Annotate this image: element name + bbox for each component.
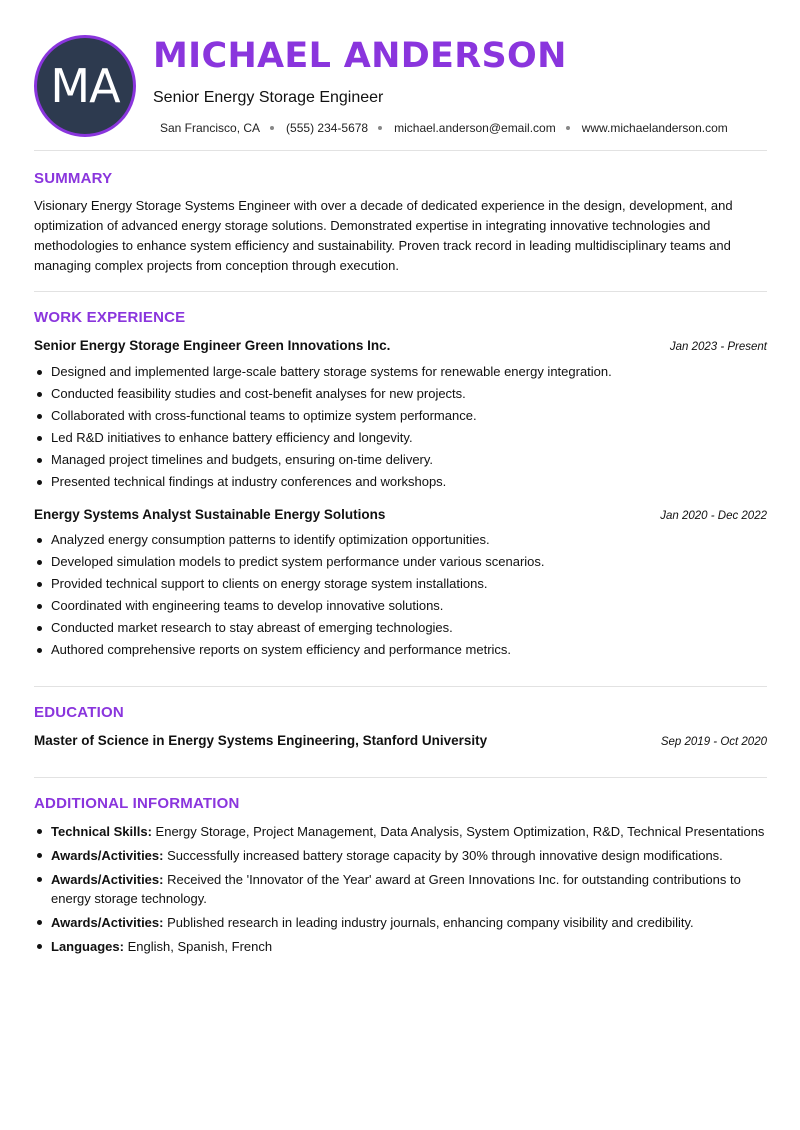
list-item xyxy=(34,937,767,956)
experience-heading: WORK EXPERIENCE xyxy=(34,309,186,326)
education-entry xyxy=(34,733,767,748)
list-item xyxy=(34,913,767,932)
job-date: Jan 2020 - Dec 2022 xyxy=(660,510,767,522)
item-text: English, Spanish, French xyxy=(127,939,273,954)
list-item: Designed and implemented large-scale battery storage systems for renewable energy integration. xyxy=(34,361,767,383)
item-text: Energy Storage, Project Management, Data Analysis, System Optimization, R&D, Technical Presentations xyxy=(155,824,765,839)
contact-phone: (555) 234-5678 xyxy=(286,121,369,135)
list-item xyxy=(34,870,767,908)
list-item: Led R&D initiatives to enhance battery efficiency and longevity. xyxy=(34,427,767,449)
list-item xyxy=(34,822,767,841)
additional-heading: ADDITIONAL INFORMATION xyxy=(34,795,240,812)
separator-dot-icon xyxy=(270,126,274,130)
list-item: Presented technical findings at industry conferences and workshops. xyxy=(34,471,767,493)
job-bullets xyxy=(34,529,767,661)
job-role: Energy Systems Analyst Sustainable Energy Solutions xyxy=(34,507,386,522)
list-item: Conducted feasibility studies and cost-benefit analyses for new projects. xyxy=(34,383,767,405)
item-label: Languages: xyxy=(51,939,124,954)
divider xyxy=(34,686,767,687)
summary-heading: SUMMARY xyxy=(34,170,113,187)
job-role: Senior Energy Storage Engineer Green Innovations Inc. xyxy=(34,338,391,353)
item-label: Technical Skills: xyxy=(51,824,152,839)
education-date: Sep 2019 - Oct 2020 xyxy=(660,736,767,748)
list-item xyxy=(34,846,767,865)
additional-list xyxy=(34,822,767,961)
divider xyxy=(34,777,767,778)
list-item: Collaborated with cross-functional teams to optimize system performance. xyxy=(34,405,767,427)
item-text: Successfully increased battery storage capacity by 30% through innovative design modifications. xyxy=(167,848,723,863)
education-heading: EDUCATION xyxy=(34,704,124,721)
contact-website[interactable]: www.michaelanderson.com xyxy=(581,121,728,135)
education-degree: Master of Science in Energy Systems Engineering, Stanford University xyxy=(34,733,488,748)
separator-dot-icon xyxy=(566,126,570,130)
contact-row xyxy=(160,121,728,135)
item-label: Awards/Activities: xyxy=(51,915,164,930)
job-header xyxy=(34,338,767,353)
separator-dot-icon xyxy=(378,126,382,130)
list-item: Developed simulation models to predict system performance under various scenarios. xyxy=(34,551,767,573)
job-bullets xyxy=(34,361,767,493)
job-header xyxy=(34,507,767,522)
item-label: Awards/Activities: xyxy=(51,848,164,863)
summary-text: Visionary Energy Storage Systems Engineer with over a decade of dedicated experience in the design, development, and optimization of advanced energy storage solutions. Demonstrated expertise in integrating innovative technologies and methodologies to enhance system efficiency and sustainability. Proven track record in leading multidisciplinary teams and managing complex projects from conception through execution. xyxy=(34,198,733,273)
candidate-name: MICHAEL ANDERSON xyxy=(153,36,567,76)
contact-location: San Francisco, CA xyxy=(160,121,261,135)
item-text: Published research in leading industry journals, enhancing company visibility and credibility. xyxy=(167,915,694,930)
candidate-title: Senior Energy Storage Engineer xyxy=(153,89,384,106)
item-text: Received the 'Innovator of the Year' award at Green Innovations Inc. for outstanding contributions to energy storage technology. xyxy=(51,872,741,906)
contact-email[interactable]: michael.anderson@email.com xyxy=(394,121,556,135)
list-item: Managed project timelines and budgets, ensuring on-time delivery. xyxy=(34,449,767,471)
list-item: Provided technical support to clients on energy storage system installations. xyxy=(34,573,767,595)
divider xyxy=(34,150,767,151)
list-item: Conducted market research to stay abreast of emerging technologies. xyxy=(34,617,767,639)
list-item: Coordinated with engineering teams to develop innovative solutions. xyxy=(34,595,767,617)
avatar xyxy=(34,35,136,137)
list-item: Authored comprehensive reports on system efficiency and performance metrics. xyxy=(34,639,767,661)
divider xyxy=(34,291,767,292)
item-label: Awards/Activities: xyxy=(51,872,164,887)
job-date: Jan 2023 - Present xyxy=(669,341,767,353)
avatar-initials: MA xyxy=(50,59,120,113)
list-item: Analyzed energy consumption patterns to identify optimization opportunities. xyxy=(34,529,767,551)
